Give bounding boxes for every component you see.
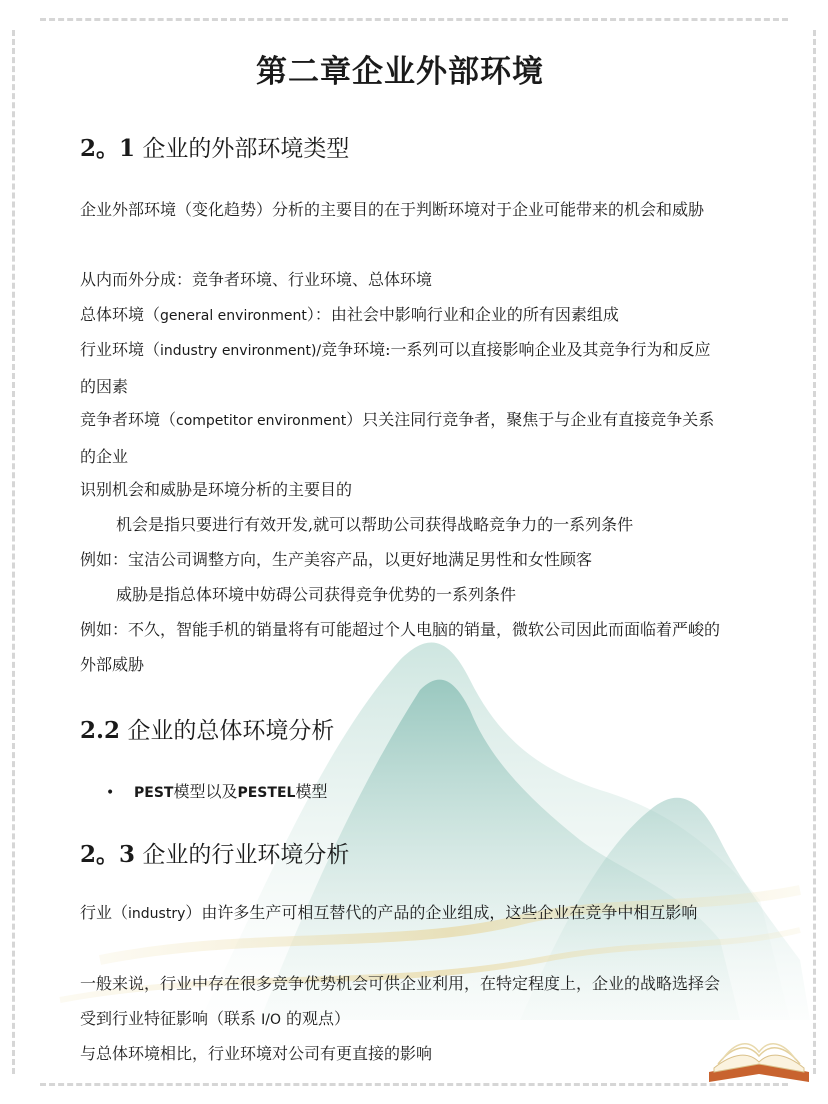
text-run: 模型以及	[173, 782, 238, 801]
paragraph	[80, 402, 720, 474]
paragraph: 威胁是指总体环境中妨碍公司获得竞争优势的一系列条件	[116, 585, 517, 604]
english-term: industry	[128, 906, 186, 922]
text-run: 行业环境（	[80, 340, 161, 359]
pestel-term: PESTEL	[237, 785, 296, 801]
paragraph: 例如：宝洁公司调整方向，生产美容产品，以更好地满足男性和女性顾客	[80, 550, 593, 569]
english-term: general environment	[160, 308, 307, 324]
text-run: 竞争者环境（	[80, 410, 177, 429]
bullet-item	[106, 779, 327, 802]
english-term: competitor environment	[176, 413, 347, 429]
section-number: 2.2	[80, 717, 121, 744]
paragraph	[80, 297, 720, 334]
paragraph	[80, 332, 720, 404]
section-heading-2-1	[80, 130, 349, 163]
text-run: 的观点）	[280, 1009, 351, 1028]
pest-term: PEST	[134, 785, 174, 801]
section-title: 企业的行业环境分析	[142, 842, 350, 868]
open-book-icon	[704, 1022, 814, 1092]
text-run: ）：由社会中影响行业和企业的所有因素组成	[306, 305, 619, 324]
paragraph: 例如：不久，智能手机的销量将有可能超过个人电脑的销量，微软公司因此而面临着严峻的外部威胁	[80, 620, 721, 674]
section-heading-2-3	[80, 836, 349, 869]
section-title: 企业的总体环境分析	[127, 718, 335, 744]
paragraph: 识别机会和威胁是环境分析的主要目的	[80, 480, 353, 499]
english-term: industry environment)/	[160, 343, 322, 359]
text-run: 竞争环境:一系列可以直接影响企业及其竞争行为和反应的因素	[80, 340, 711, 396]
text-run: 行业（	[80, 903, 129, 922]
text-run: ）由许多生产可相互替代的产品的企业组成，这些企业在竞争中相互影响	[185, 903, 698, 922]
bullet-icon: •	[106, 785, 115, 801]
chapter-title: 第二章企业外部环境	[256, 54, 544, 90]
english-term: I/O	[261, 1012, 281, 1028]
text-run: 一般来说，行业中存在很多竞争优势机会可供企业利用，在特定程度上，企业的战略选择会受到行业特征影响（联系	[80, 974, 721, 1028]
section-heading-2-2	[80, 712, 334, 745]
bottom-dashed-border	[40, 1083, 788, 1086]
paragraph	[80, 966, 720, 1038]
paragraph: 企业外部环境（变化趋势）分析的主要目的在于判断环境对于企业可能带来的机会和威胁	[80, 200, 705, 219]
text-run: ）只关注同行竞争者，聚焦于与企业有直接竞争关系的企业	[80, 410, 715, 466]
section-number: 2。1	[80, 135, 136, 162]
section-title: 企业的外部环境类型	[142, 136, 350, 162]
section-number: 2。3	[80, 841, 136, 868]
text-run: 总体环境（	[80, 305, 161, 324]
paragraph: 机会是指只要进行有效开发,就可以帮助公司获得战略竞争力的一系列条件	[116, 515, 634, 534]
text-run: 模型	[295, 782, 328, 801]
top-dashed-border	[40, 18, 788, 21]
paragraph: 从内而外分成：竞争者环境、行业环境、总体环境	[80, 270, 433, 289]
paragraph	[80, 895, 720, 932]
paragraph: 与总体环境相比，行业环境对公司有更直接的影响	[80, 1044, 433, 1063]
